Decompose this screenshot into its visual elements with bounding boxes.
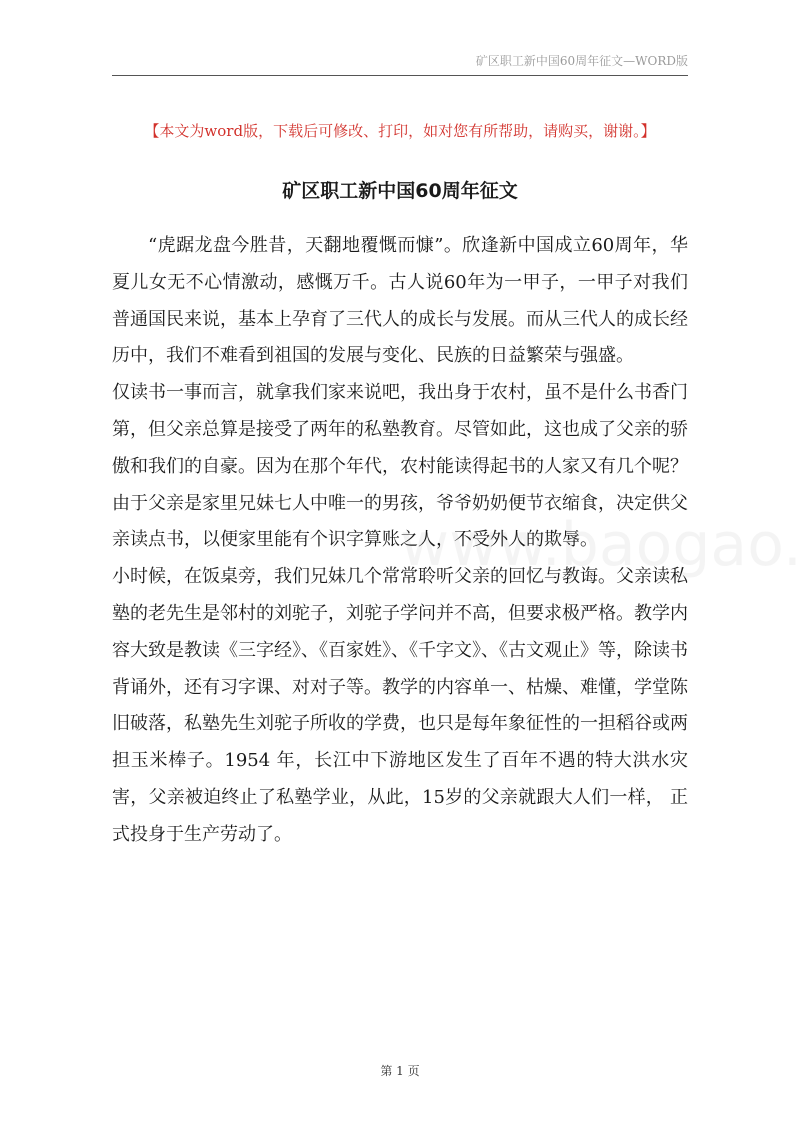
document-body [112,228,688,854]
purchase-notice: 【本文为word版，下载后可修改、打印，如对您有所帮助，请购买，谢谢。】 [144,122,656,140]
page-number: 第 1 页 [380,1064,420,1078]
paragraph-intro: “虎踞龙盘今胜昔，天翻地覆慨而慷”。欣逢新中国成立60周年，华夏儿女无不心情激动，感慨万千。古人说60年为一甲子，一甲子对我们普通国民来说，基本上孕育了三代人的成长与发展。而从三代人的成长经历中，我们不难看到祖国的发展与变化、民族的日益繁荣与强盛。 [112,235,688,367]
running-header: 矿区职工新中国60周年征文—WORD版 [475,54,688,68]
header-divider [112,75,688,76]
document-title: 矿区职工新中国60周年征文 [282,180,518,202]
paragraph-reading: 仅读书一事而言，就拿我们家来说吧，我出身于农村，虽不是什么书香门第，但父亲总算是接受了两年的私塾教育。尽管如此，这也成了父亲的骄傲和我们的自豪。因为在那个年代，农村能读得起书的人家又有几个呢？由于父亲是家里兄妹七人中唯一的男孩，爷爷奶奶便节衣缩食，决定供父亲读点书，以便家里能有个识字算账之人，不受外人的欺辱。 [112,382,688,551]
paragraph-childhood: 小时候，在饭桌旁，我们兄妹几个常常聆听父亲的回忆与教诲。父亲读私塾的老先生是邻村的刘驼子，刘驼子学问并不高，但要求极严格。教学内容大致是教读《三字经》、《百家姓》、《千字文》、《古文观止》等，除读书背诵外，还有习字课、对对子等。教学的内容单一、枯燥、难懂，学堂陈旧破落，私塾先生刘驼子所收的学费，也只是每年象征性的一担稻谷或两担玉米棒子。1954 年，长江中下游地区发生了百年不遇的特大洪水灾害，父亲被迫终止了私塾学业，从此，15岁的父亲就跟大人们一样， 正式投身于生产劳动了。 [112,566,688,845]
